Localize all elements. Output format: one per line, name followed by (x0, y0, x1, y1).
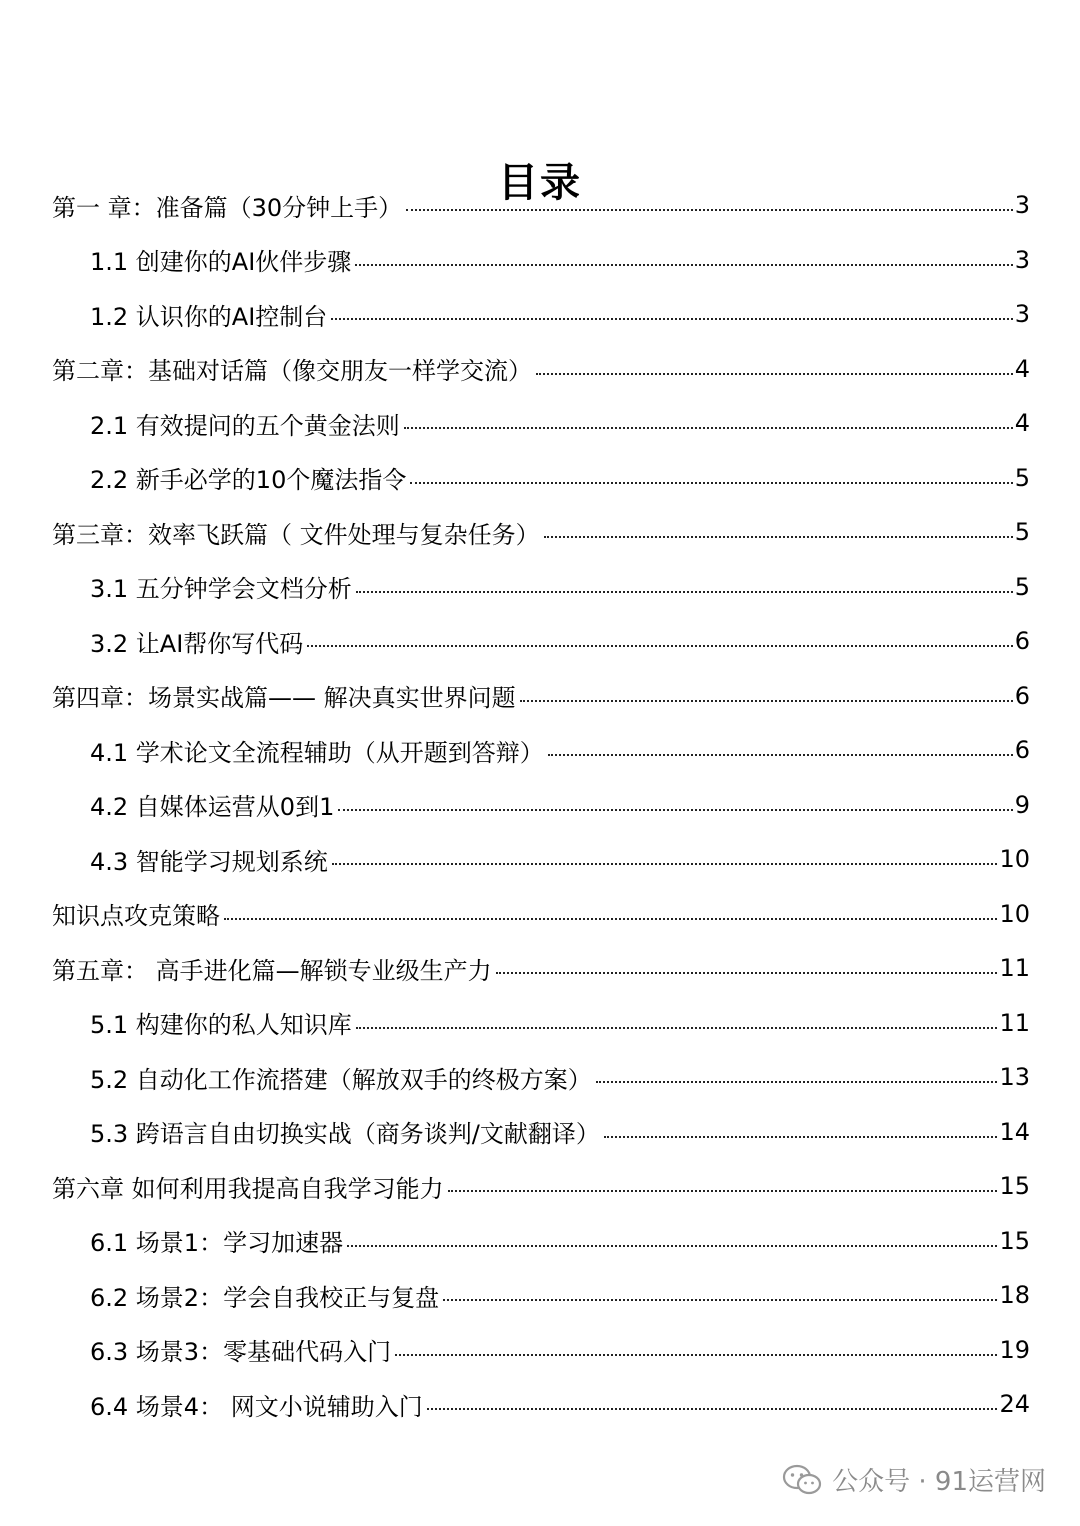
toc-leader-dots (355, 264, 1012, 266)
toc-entry-page: 24 (999, 1390, 1030, 1419)
toc-leader-dots (356, 591, 1013, 593)
toc-entry[interactable] (52, 505, 1030, 560)
toc-entry-page: 14 (999, 1117, 1030, 1146)
toc-entry-label: 5.1 构建你的私人知识库 (90, 1011, 352, 1040)
toc-entry-label: 6.4 场景4： 网文小说辅助入门 (90, 1392, 423, 1421)
toc-entry-page: 6 (1014, 681, 1030, 710)
toc-entry-page: 19 (999, 1335, 1030, 1364)
toc-entry-page: 3 (1014, 191, 1030, 220)
toc-entry-page: 5 (1014, 572, 1030, 601)
toc-list (52, 178, 1030, 1432)
toc-entry-label: 3.1 五分钟学会文档分析 (90, 575, 352, 604)
toc-entry-label: 4.3 智能学习规划系统 (90, 847, 328, 876)
toc-entry-label: 6.1 场景1：学习加速器 (90, 1229, 344, 1258)
toc-leader-dots (448, 1190, 998, 1192)
toc-entry-page: 18 (999, 1281, 1030, 1310)
toc-leader-dots (224, 918, 997, 920)
toc-entry[interactable] (52, 723, 1030, 778)
toc-entry[interactable] (52, 233, 1030, 288)
toc-entry[interactable] (52, 941, 1030, 996)
toc-leader-dots (406, 209, 1013, 211)
toc-entry-page: 5 (1014, 518, 1030, 547)
toc-leader-dots (307, 645, 1012, 647)
toc-leader-dots (520, 700, 1013, 702)
toc-leader-dots (332, 863, 998, 865)
toc-entry[interactable] (52, 451, 1030, 506)
toc-leader-dots (404, 427, 1013, 429)
toc-entry-label: 第四章：场景实战篇—— 解决真实世界问题 (52, 684, 516, 713)
toc-entry-page: 6 (1014, 736, 1030, 765)
toc-entry-page: 13 (999, 1063, 1030, 1092)
toc-entry-page: 11 (999, 1008, 1030, 1037)
toc-entry[interactable] (52, 1050, 1030, 1105)
toc-entry[interactable] (52, 832, 1030, 887)
toc-entry-label: 5.3 跨语言自由切换实战（商务谈判/文献翻译） (90, 1120, 600, 1149)
toc-leader-dots (395, 1354, 997, 1356)
toc-leader-dots (544, 536, 1013, 538)
toc-entry-page: 15 (999, 1172, 1030, 1201)
toc-entry-page: 4 (1014, 354, 1030, 383)
wechat-icon (782, 1464, 822, 1496)
toc-entry-page: 3 (1014, 245, 1030, 274)
toc-entry-label: 第五章： 高手进化篇—解锁专业级生产力 (52, 956, 492, 985)
toc-entry-label: 2.1 有效提问的五个黄金法则 (90, 411, 400, 440)
toc-leader-dots (356, 1027, 998, 1029)
toc-leader-dots (548, 754, 1013, 756)
toc-entry[interactable] (52, 1377, 1030, 1432)
toc-entry-label: 4.2 自媒体运营从0到1 (90, 793, 335, 822)
toc-entry-page: 6 (1014, 627, 1030, 656)
toc-entry[interactable] (52, 342, 1030, 397)
toc-entry-label: 知识点攻克策略 (52, 902, 220, 931)
toc-leader-dots (604, 1136, 998, 1138)
toc-entry-label: 1.2 认识你的AI控制台 (90, 302, 328, 331)
toc-entry[interactable] (52, 178, 1030, 233)
toc-entry-label: 6.2 场景2：学会自我校正与复盘 (90, 1283, 440, 1312)
toc-entry[interactable] (52, 396, 1030, 451)
toc-entry[interactable] (52, 287, 1030, 342)
toc-entry[interactable] (52, 1105, 1030, 1160)
toc-leader-dots (427, 1408, 998, 1410)
toc-entry[interactable] (52, 1268, 1030, 1323)
toc-entry-label: 4.1 学术论文全流程辅助（从开题到答辩） (90, 738, 544, 767)
toc-entry-page: 3 (1014, 300, 1030, 329)
toc-leader-dots (496, 972, 998, 974)
toc-entry-label: 第六章 如何利用我提高自我学习能力 (52, 1174, 444, 1203)
page-title: 目录 (498, 159, 582, 206)
toc-entry-page: 4 (1014, 409, 1030, 438)
toc-entry-label: 第一 章：准备篇（30分钟上手） (52, 193, 403, 222)
toc-entry-page: 10 (999, 845, 1030, 874)
toc-entry-label: 6.3 场景3：零基础代码入门 (90, 1338, 392, 1367)
toc-entry[interactable] (52, 669, 1030, 724)
toc-entry-page: 9 (1014, 790, 1030, 819)
toc-entry[interactable] (52, 1159, 1030, 1214)
toc-entry-page: 5 (1014, 463, 1030, 492)
toc-entry[interactable] (52, 778, 1030, 833)
toc-entry-label: 第三章：效率飞跃篇（ 文件处理与复杂任务） (52, 520, 540, 549)
toc-entry[interactable] (52, 996, 1030, 1051)
toc-leader-dots (596, 1081, 998, 1083)
toc-leader-dots (410, 482, 1012, 484)
toc-entry-label: 3.2 让AI帮你写代码 (90, 629, 304, 658)
watermark-text: 公众号 · 91运营网 (832, 1467, 1046, 1497)
toc-entry-label: 2.2 新手必学的10个魔法指令 (90, 466, 407, 495)
toc-entry[interactable] (52, 560, 1030, 615)
toc-entry-page: 11 (999, 954, 1030, 983)
watermark (782, 1461, 1046, 1498)
toc-entry-label: 第二章：基础对话篇（像交朋友一样学交流） (52, 357, 532, 386)
toc-entry-label: 1.1 创建你的AI伙伴步骤 (90, 248, 352, 277)
toc-leader-dots (331, 318, 1012, 320)
toc-entry[interactable] (52, 614, 1030, 669)
toc-entry[interactable] (52, 887, 1030, 942)
toc-entry[interactable] (52, 1323, 1030, 1378)
toc-leader-dots (536, 373, 1013, 375)
toc-leader-dots (443, 1299, 997, 1301)
toc-leader-dots (347, 1245, 997, 1247)
toc-entry-label: 5.2 自动化工作流搭建（解放双手的终极方案） (90, 1065, 592, 1094)
toc-entry[interactable] (52, 1214, 1030, 1269)
toc-leader-dots (338, 809, 1012, 811)
toc-entry-page: 10 (999, 899, 1030, 928)
toc-entry-page: 15 (999, 1226, 1030, 1255)
